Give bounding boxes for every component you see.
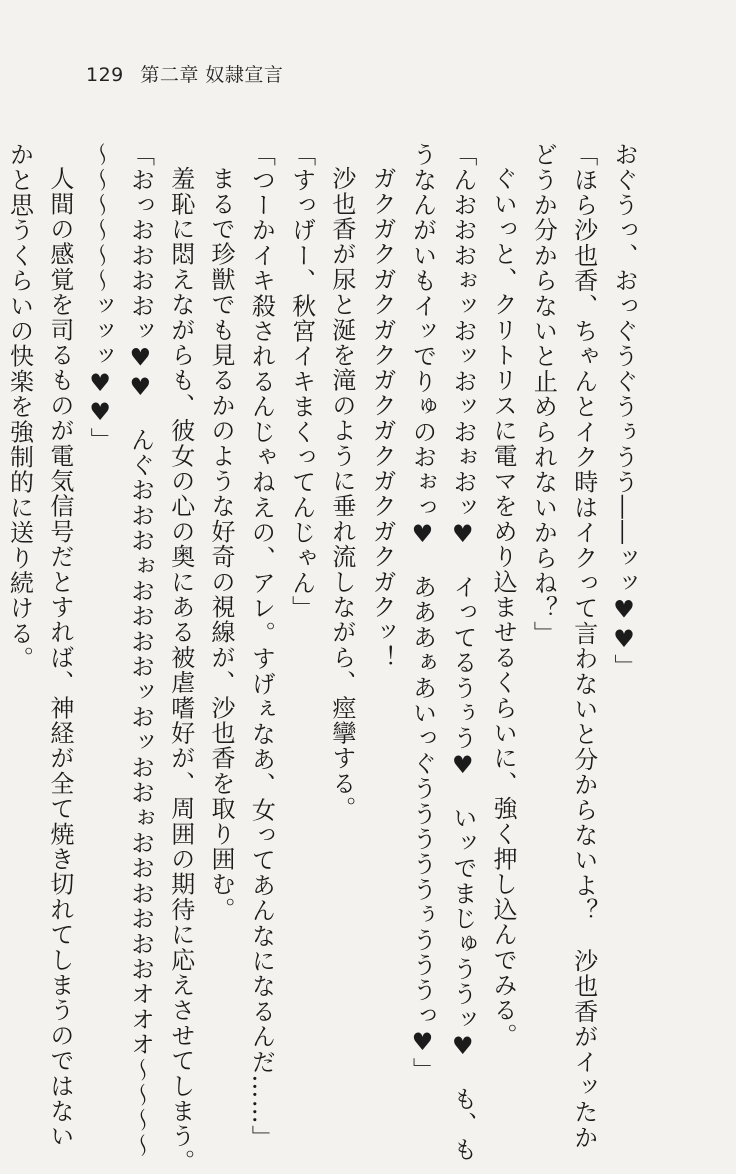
text-line: おぐうっ、おっぐうぐうぅうう――ッッ♥♥」: [610, 142, 638, 680]
text-line: 「おっおおおおッ♥♥ んぐおおおぉおおおおッおッおおぉおおおおおおオオオ～～～～: [126, 142, 155, 1158]
text-line: 「ほら沙也香、ちゃんとイク時はイクって言わないと分からないよ？ 沙也香がイッたか: [569, 142, 598, 1150]
text-line: うなんがいもイッでりゅのおぉっ♥ あああぁあいっぐうううううぅうううっ♥」: [408, 142, 437, 1083]
text-line: まるで珍獣でも見るかのような好奇の視線が、沙也香を取り囲む。: [207, 166, 236, 922]
text-line: どうか分からないと止められないからね？」: [529, 142, 558, 646]
text-line: ガクガクガクガクガクガクガクガクガクッ！: [368, 166, 397, 670]
text-line: 沙也香が尿と涎を滝のように垂れ流しながら、痙攣する。: [327, 166, 356, 822]
chapter-title: 第二章 奴隷宣言: [140, 64, 284, 86]
text-line: 羞恥に悶えながらも、彼女の心の奥にある被虐嗜好が、周囲の期待に応えさせてしまう。: [166, 166, 195, 1174]
page-number: 129: [86, 64, 124, 86]
text-line: ～～～～～～ッッッ♥♥」: [86, 142, 115, 453]
text-line: 人間の感覚を司るものが電気信号だとすれば、神経が全て焼き切れてしまうのではない: [45, 166, 74, 1149]
text-line: かと思うくらいの快楽を強制的に送り続ける。: [5, 142, 34, 672]
text-line: 「んおおおぉッおッおッおぉおッ♥ イってるうぅう♥ いッでまじゅううッ♥ も、も: [448, 142, 477, 1162]
text-line: 「つーかイキ殺されるんじゃねえの、アレ。すげぇなあ、女ってあんなになるんだ……」: [247, 142, 276, 1150]
vertical-text-body: [5, 142, 644, 1174]
text-line: 「すっげー、秋宮イキまくってんじゃん」: [287, 142, 316, 621]
running-header: [86, 60, 283, 87]
text-line: ぐいっと、クリトリスに電マをめり込ませるくらいに、強く押し込んでみる。: [489, 166, 518, 1048]
